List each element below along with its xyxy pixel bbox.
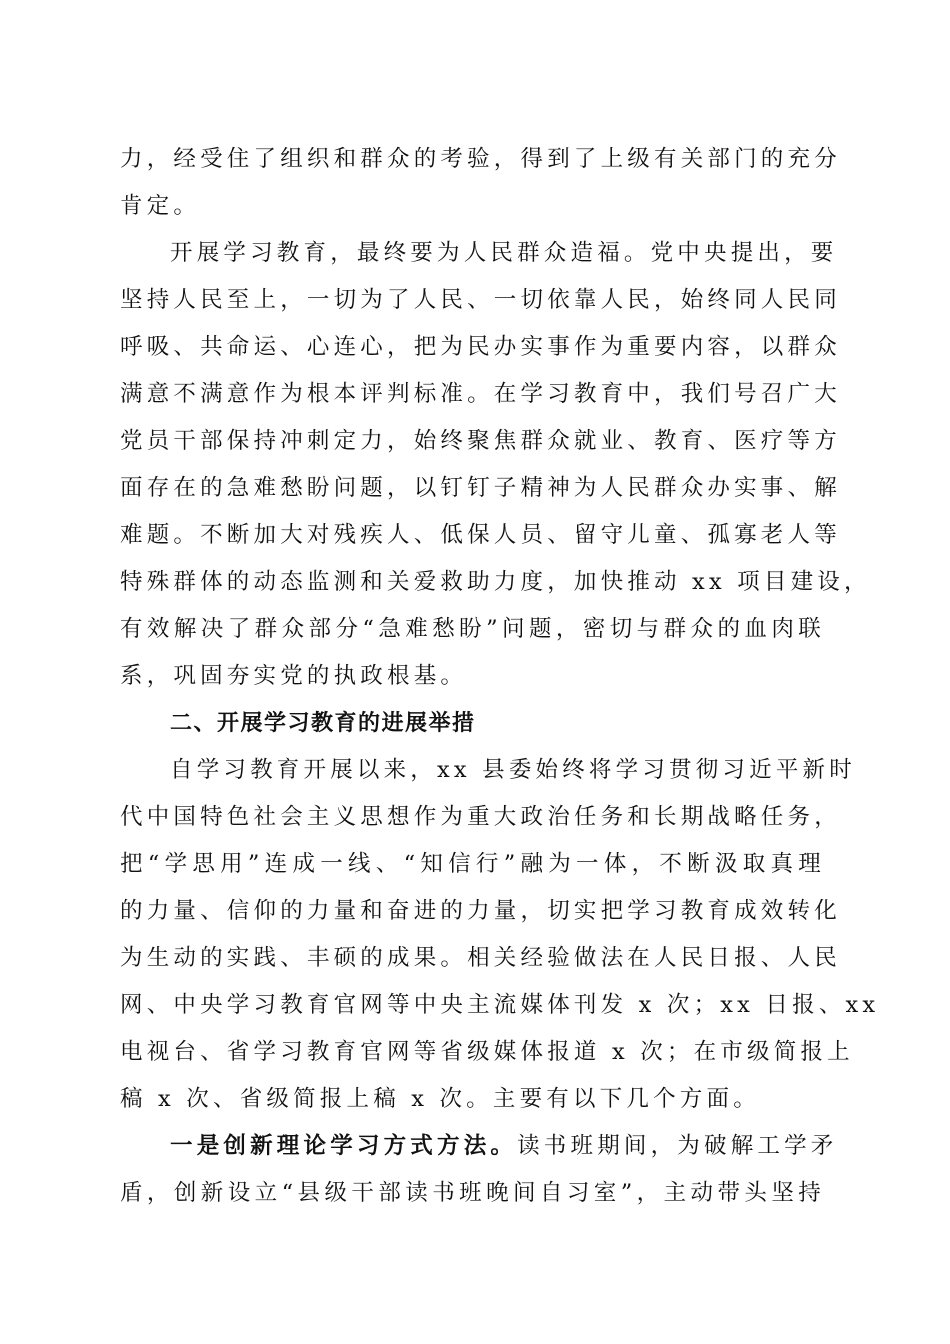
- paragraph-line: 自学习教育开展以来，xx 县委始终将学习贯彻习近平新时: [170, 757, 856, 783]
- paragraph-line: 满意不满意作为根本评判标准。在学习教育中，我们号召广大: [120, 381, 841, 407]
- paragraph-3: [120, 747, 880, 1123]
- paragraph-line: 系，巩固夯实党的执政根基。: [120, 663, 468, 689]
- paragraph-line: 的力量、信仰的力量和奋进的力量，切实把学习教育成效转化: [120, 898, 841, 924]
- section-heading: [120, 700, 825, 747]
- paragraph-line-rest: 读书班期间，为破解工学矛: [517, 1133, 838, 1159]
- paragraph-lead-phrase: 一是创新理论学习方式方法。: [170, 1133, 518, 1159]
- paragraph-2: [120, 230, 871, 700]
- paragraph-line: 面存在的急难愁盼问题，以钉钉子精神为人民群众办实事、解: [120, 475, 841, 501]
- paragraph-line: 呼吸、共命运、心连心，把为民办实事作为重要内容，以群众: [120, 334, 841, 360]
- paragraph-4: [120, 1123, 838, 1217]
- paragraph-line: 代中国特色社会主义思想作为重大政治任务和长期战略任务，: [120, 804, 841, 830]
- paragraph-line: 稿 x 次、省级简报上稿 x 次。主要有以下几个方面。: [120, 1086, 760, 1112]
- paragraph-line: 网、中央学习教育官网等中央主流媒体刊发 x 次；xx 日报、xx: [120, 992, 880, 1018]
- paragraph-line: [120, 1123, 838, 1170]
- paragraph-line: 党员干部保持冲刺定力，始终聚焦群众就业、教育、医疗等方: [120, 428, 841, 454]
- paragraph-line: 为生动的实践、丰硕的成果。相关经验做法在人民日报、人民: [120, 945, 841, 971]
- paragraph-line: 盾，创新设立“县级干部读书班晚间自习室”，主动带头坚持: [120, 1180, 825, 1206]
- paragraph-line: 难题。不断加大对残疾人、低保人员、留守儿童、孤寡老人等: [120, 522, 841, 548]
- paragraph-line: 开展学习教育，最终要为人民群众造福。党中央提出，要: [170, 240, 838, 266]
- paragraph-line: 力，经受住了组织和群众的考验，得到了上级有关部门的充分: [120, 146, 841, 172]
- paragraph-line: 把“学思用”连成一线、“知信行”融为一体，不断汲取真理: [120, 851, 825, 877]
- section-heading-text: 二、开展学习教育的进展举措: [170, 711, 476, 736]
- paragraph-line: 肯定。: [120, 193, 201, 219]
- paragraph-line: 电视台、省学习教育官网等省级媒体报道 x 次；在市级简报上: [120, 1039, 854, 1065]
- paragraph-1: [120, 136, 841, 230]
- paragraph-line: 特殊群体的动态监测和关爱救助力度，加快推动 xx 项目建设，: [120, 569, 871, 595]
- paragraph-line: 有效解决了群众部分“急难愁盼”问题，密切与群众的血肉联: [120, 616, 825, 642]
- document-body: [120, 136, 880, 1217]
- paragraph-line: 坚持人民至上，一切为了人民、一切依靠人民，始终同人民同: [120, 287, 841, 313]
